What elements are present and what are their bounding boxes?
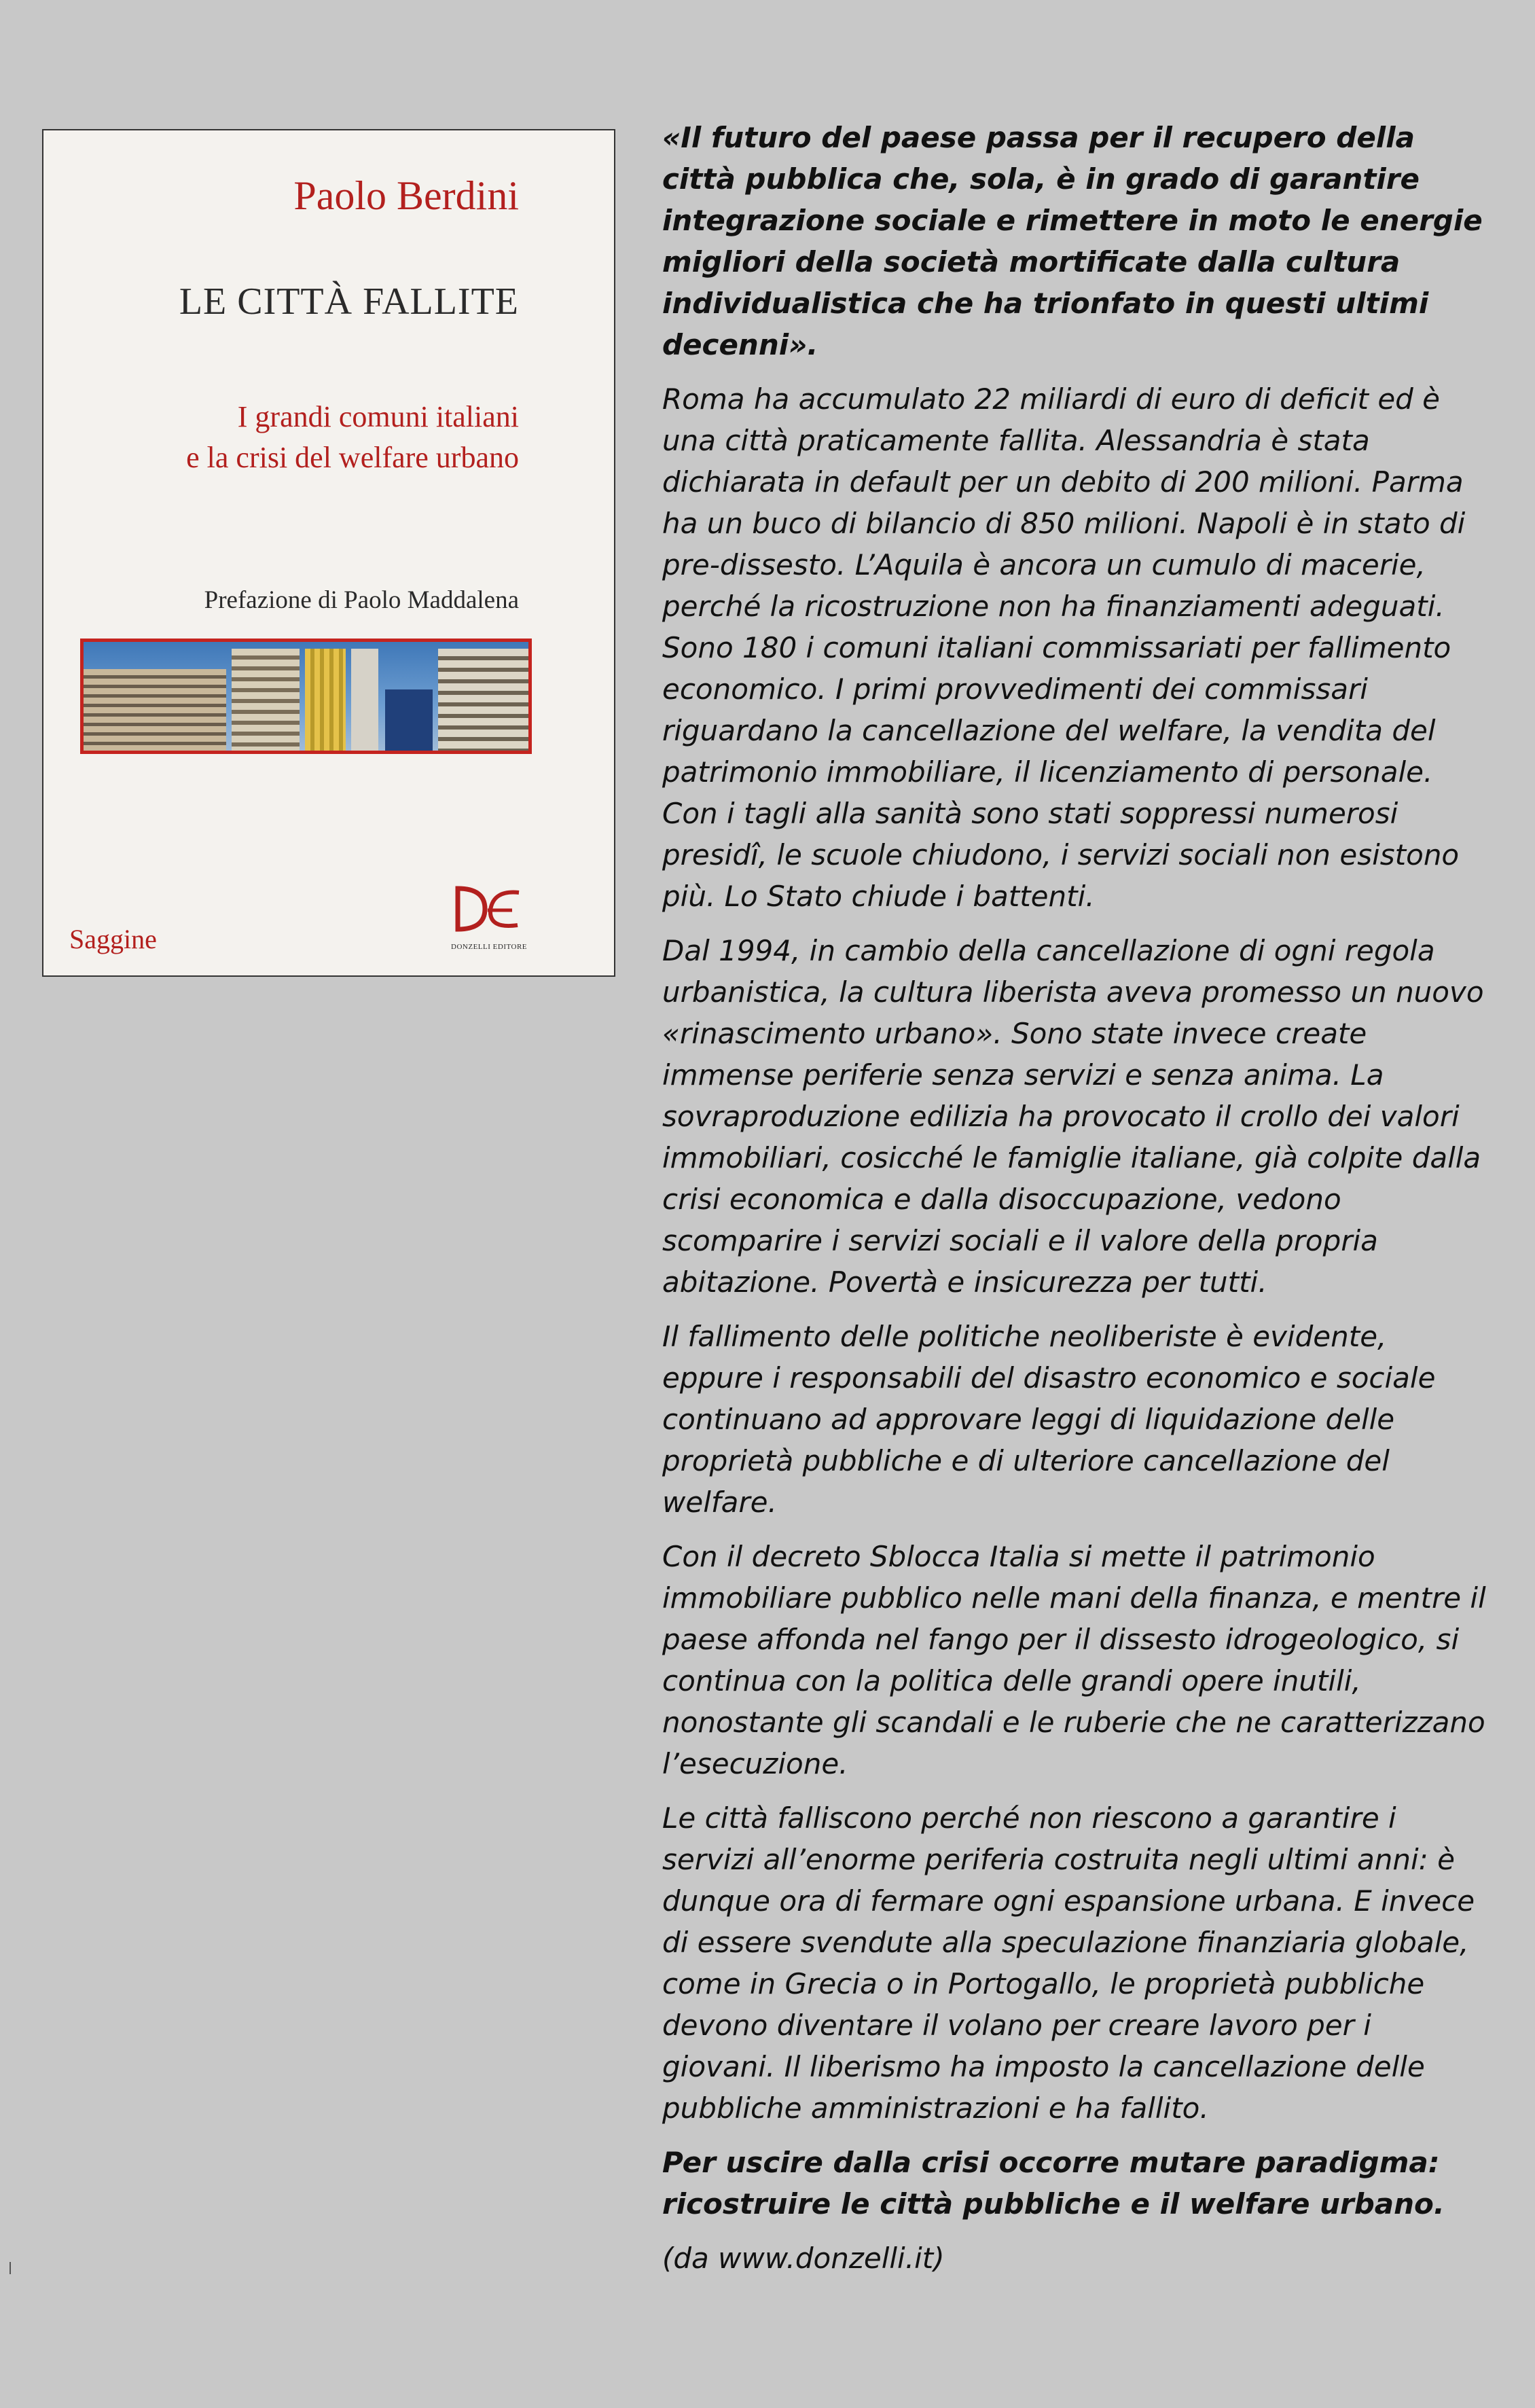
building-shape — [385, 689, 433, 751]
source-link: (da www.donzelli.it) — [662, 2242, 945, 2275]
cover-photo-buildings — [80, 639, 532, 754]
paragraph-3: Il fallimento delle politiche neoliberiste è evidente, eppure i responsabili del disastro economico e sociale continuano ad approvare leggi di liquidazione delle proprietà pubbliche e di ulteriore cancellazione del welfare. — [662, 1320, 1436, 1519]
cover-author: Paolo Berdini — [293, 173, 519, 218]
cover-subtitle-line-2: e la crisi del welfare urbano — [186, 441, 519, 474]
paragraph-5: Le città falliscono perché non riescono a garantire i servizi all’enorme periferia costruita negli ultimi anni: è dunque ora di fermare ogni espansione urbana. E invece di essere svendute alla speculazione finanziaria globale, come in Grecia o in Portogallo, le proprietà pubbliche devono diventare il volano per creare lavoro per i giovani. Il liberismo ha imposto la cancellazione delle pubbliche amministrazioni e ha fallito. — [662, 1801, 1475, 2125]
cover-subtitle-line-1: I grandi comuni italiani — [237, 400, 519, 433]
building-shape — [351, 649, 378, 751]
book-cover — [42, 129, 615, 977]
intro-quote: «Il futuro del paese passa per il recupero della città pubblica che, sola, è in grado di garantire integrazione sociale e rimettere in moto le energie migliori della società mortificate dalla cultura individualistica che ha trionfato in questi ultimi decenni». — [662, 121, 1483, 361]
building-shape — [305, 649, 346, 751]
cover-publisher: DONZELLI EDITORE — [451, 943, 527, 951]
paragraph-1: Roma ha accumulato 22 miliardi di euro di deficit ed è una città praticamente fallita. Alessandria è stata dichiarata in default per un debito di 200 milioni. Parma ha un buco di bilancio di 850 milioni. Napoli è in stato di pre-dissesto. L’Aquila è ancora un cumulo di macerie, perché la ricostruzione non ha finanziamenti adeguati. Sono 180 i comuni italiani commissariati per fallimento economico. I primi provvedimenti dei commissari riguardano la cancellazione del welfare, la vendita del patrimonio immobiliare, il licenziamento di personale. Con i tagli alla sanità sono stati soppressi numerosi presidî, le scuole chiudono, i servizi sociali non esistono più. Lo Stato chiude i battenti. — [662, 382, 1466, 913]
margin-mark — [10, 2262, 11, 2274]
building-shape — [84, 669, 226, 751]
paragraph-4: Con il decreto Sblocca Italia si mette il patrimonio immobiliare pubblico nelle mani della finanza, e mentre il paese affonda nel fango per il dissesto idrogeologico, si continua con la politica delle grandi opere inutili, nonostante gli scandali e le ruberie che ne caratterizzano l’esecuzione. — [662, 1540, 1486, 1780]
closing-statement: Per uscire dalla crisi occorre mutare paradigma: ricostruire le città pubbliche e il welfare urbano. — [662, 2146, 1445, 2221]
building-shape — [232, 649, 300, 751]
book-description — [662, 117, 1487, 2292]
cover-subtitle — [186, 397, 519, 478]
building-shape — [438, 649, 528, 751]
publisher-logo-icon — [446, 876, 527, 951]
cover-title: LE CITTÀ FALLITE — [179, 281, 519, 323]
cover-series: Saggine — [69, 924, 157, 954]
paragraph-2: Dal 1994, in cambio della cancellazione di ogni regola urbanistica, la cultura liberista aveva promesso un nuovo «rinascimento urbano». Sono state invece create immense periferie senza servizi e senza anima. La sovraproduzione edilizia ha provocato il crollo dei valori immobiliari, cosicché le famiglie italiane, già colpite dalla crisi economica e dalla disoccupazione, vedono scomparire i servizi sociali e il valore della propria abitazione. Povertà e insicurezza per tutti. — [662, 934, 1484, 1299]
cover-preface: Prefazione di Paolo Maddalena — [204, 586, 519, 614]
